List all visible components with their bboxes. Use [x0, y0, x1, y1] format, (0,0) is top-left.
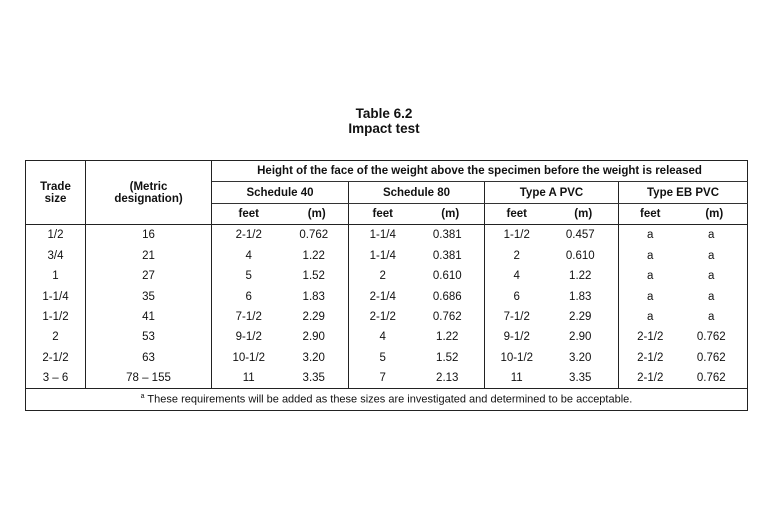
unit-m: (m) — [286, 203, 349, 224]
table-cell: a — [682, 286, 748, 306]
table-cell: 5 — [379, 351, 386, 364]
table-cell: 0.762 — [682, 368, 748, 389]
table-cell: 2-1/2 — [637, 351, 664, 364]
table-cell: 1 — [26, 266, 86, 286]
table-cell: 2-1/2 — [26, 348, 86, 368]
table-cell: 0.610 — [549, 246, 619, 266]
table-cell: 63 — [86, 348, 212, 368]
unit-m: (m) — [417, 203, 485, 224]
table-cell: 9-1/2 — [503, 331, 530, 344]
table-cell: 7 — [379, 372, 386, 385]
table-cell: 2-1/4 — [369, 290, 396, 303]
table-cell: 1.22 — [549, 266, 619, 286]
table-cell: a — [647, 249, 654, 262]
header-schedule-40: Schedule 40 — [212, 182, 349, 203]
table-title — [0, 106, 768, 136]
table-cell: 3.20 — [549, 348, 619, 368]
unit-feet: feet — [349, 203, 417, 224]
table-cell: 1.83 — [286, 286, 349, 306]
table-cell: 2 — [26, 327, 86, 347]
table-cell: 2.90 — [549, 327, 619, 347]
table-cell: 78 – 155 — [86, 368, 212, 389]
table-row — [26, 348, 748, 368]
table-cell: 3 – 6 — [26, 368, 86, 389]
table-cell: 6 — [245, 290, 252, 303]
header-type-eb-pvc: Type EB PVC — [619, 182, 748, 203]
table-cell: 2.13 — [417, 368, 485, 389]
unit-m: (m) — [549, 203, 619, 224]
table-cell: 2 — [379, 270, 386, 283]
table-cell: a — [682, 246, 748, 266]
header-height-span: Height of the face of the weight above the specimen before the weight is released — [212, 161, 748, 182]
table-cell: 1.22 — [417, 327, 485, 347]
table-cell: 0.381 — [417, 246, 485, 266]
table-cell: 7-1/2 — [235, 310, 262, 323]
table-cell: 4 — [245, 249, 252, 262]
table-cell: 2.90 — [286, 327, 349, 347]
table-number: Table 6.2 — [355, 106, 413, 121]
table-cell: 2.29 — [286, 307, 349, 327]
header-type-a-pvc: Type A PVC — [485, 182, 619, 203]
unit-m: (m) — [682, 203, 748, 224]
table-cell: 0.457 — [549, 225, 619, 246]
table-cell: a — [647, 229, 654, 242]
footnote — [26, 389, 748, 410]
table-cell: 5 — [245, 270, 252, 283]
unit-feet: feet — [619, 203, 682, 224]
table-cell: 4 — [379, 331, 386, 344]
table-cell: 1-1/4 — [369, 229, 396, 242]
table-cell: 7-1/2 — [503, 310, 530, 323]
table-row — [26, 246, 748, 266]
table-cell: a — [682, 307, 748, 327]
header-trade-size: Trade size — [26, 161, 86, 225]
table-body — [26, 225, 748, 389]
table-cell: 11 — [510, 372, 523, 385]
unit-feet: feet — [212, 203, 286, 224]
table-cell: 2-1/2 — [637, 331, 664, 344]
table-cell: 0.686 — [417, 286, 485, 306]
table-cell: a — [647, 290, 654, 303]
table-cell: 2.29 — [549, 307, 619, 327]
table-cell: 10-1/2 — [500, 351, 534, 364]
table-cell: 0.762 — [682, 327, 748, 347]
table-cell: a — [682, 225, 748, 246]
table-cell: 4 — [513, 270, 520, 283]
header-metric-designation: (Metric designation) — [86, 161, 212, 225]
table-row — [26, 266, 748, 286]
table-cell: 3/4 — [26, 246, 86, 266]
table-cell: 0.381 — [417, 225, 485, 246]
table-cell: 10-1/2 — [232, 351, 266, 364]
table-cell: 1/2 — [26, 225, 86, 246]
table-cell: 1-1/2 — [26, 307, 86, 327]
table-cell: 0.762 — [417, 307, 485, 327]
table-cell: 9-1/2 — [235, 331, 262, 344]
table-cell: 11 — [242, 372, 255, 385]
table-cell: 2-1/2 — [637, 372, 664, 385]
table-row — [26, 286, 748, 306]
table-cell: 1-1/4 — [369, 249, 396, 262]
table-cell: 3.35 — [286, 368, 349, 389]
table-caption: Impact test — [348, 121, 420, 136]
table-cell: 41 — [86, 307, 212, 327]
table-cell: a — [647, 270, 654, 283]
table-cell: 0.762 — [286, 225, 349, 246]
table-cell: 1.22 — [286, 246, 349, 266]
unit-feet: feet — [485, 203, 549, 224]
table-cell: 0.762 — [682, 348, 748, 368]
table-cell: 16 — [86, 225, 212, 246]
footnote-text: These requirements will be added as these sizes are investigated and determined to be acceptable. — [144, 393, 633, 406]
table-cell: 21 — [86, 246, 212, 266]
table-cell: 6 — [513, 290, 520, 303]
table-cell: a — [647, 310, 654, 323]
table-cell: a — [682, 266, 748, 286]
footnote-marker: a — [140, 393, 145, 401]
table-cell: 1.52 — [417, 348, 485, 368]
table-cell: 1.52 — [286, 266, 349, 286]
impact-test-table — [25, 160, 748, 411]
table-cell: 3.35 — [549, 368, 619, 389]
header-schedule-80: Schedule 80 — [349, 182, 485, 203]
table-cell: 2 — [513, 249, 520, 262]
table-row — [26, 307, 748, 327]
table-cell: 2-1/2 — [235, 229, 262, 242]
table-cell: 1-1/4 — [26, 286, 86, 306]
table-row — [26, 368, 748, 389]
table-row — [26, 327, 748, 347]
table-cell: 3.20 — [286, 348, 349, 368]
table-cell: 0.610 — [417, 266, 485, 286]
table-cell: 1.83 — [549, 286, 619, 306]
table-cell: 1-1/2 — [503, 229, 530, 242]
table-cell: 2-1/2 — [369, 310, 396, 323]
table-cell: 27 — [86, 266, 212, 286]
table-row — [26, 225, 748, 246]
table-cell: 35 — [86, 286, 212, 306]
table-cell: 53 — [86, 327, 212, 347]
